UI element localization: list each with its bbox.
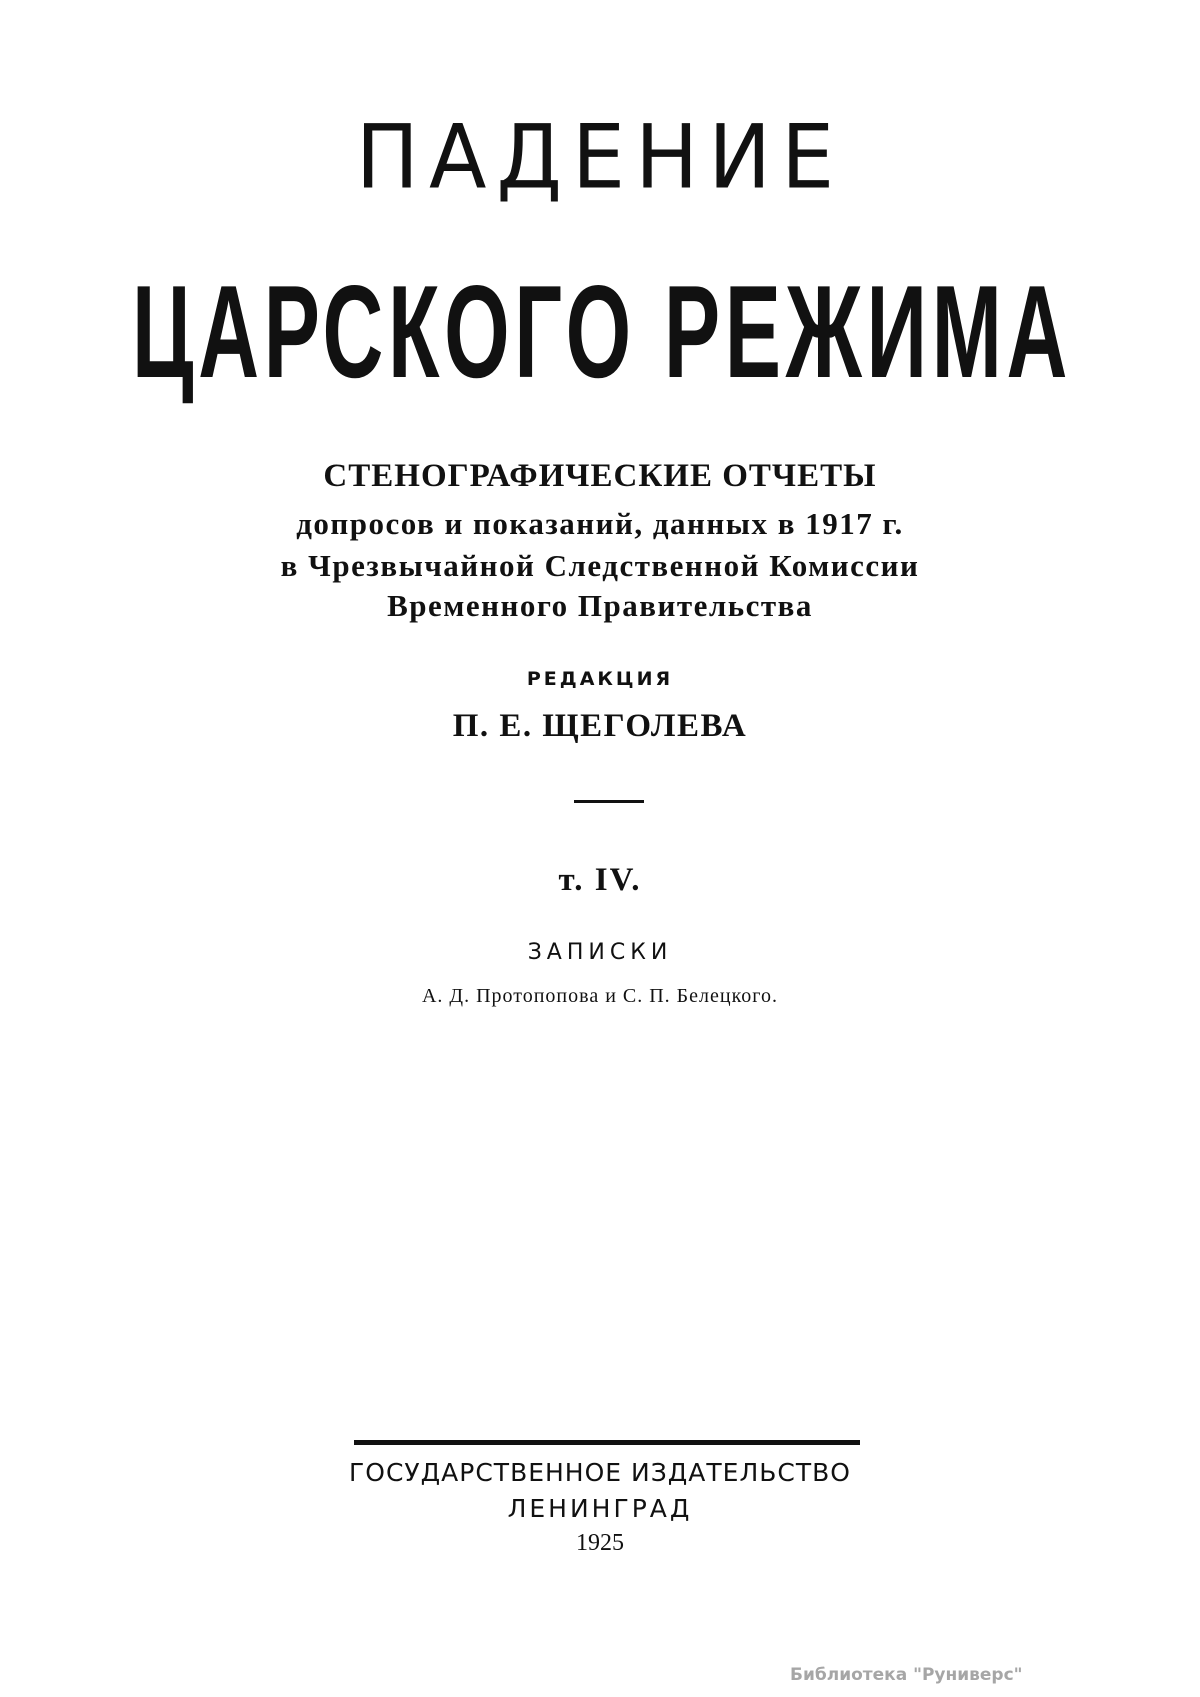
- subtitle-heading: СТЕНОГРАФИЧЕСКИЕ ОТЧЕТЫ: [323, 458, 877, 494]
- notes-authors: А. Д. Протопопова и С. П. Белецкого.: [421, 985, 779, 1007]
- subtitle-line-3: Временного Правительства: [387, 588, 813, 623]
- title-line-1: ПАДЕНИЕ: [355, 105, 845, 209]
- editor-name: П. Е. ЩЕГОЛЕВА: [452, 708, 748, 744]
- subtitle-line-2: в Чрезвычайной Следственной Комиссии: [280, 548, 920, 583]
- library-watermark: Библиотека "Руниверс": [790, 1665, 1023, 1685]
- publication-city: ЛЕНИНГРАД: [507, 1494, 693, 1523]
- short-divider: [574, 800, 644, 803]
- editor-label: РЕДАКЦИЯ: [526, 668, 674, 690]
- imprint-divider: [354, 1440, 860, 1445]
- volume-number: т. IV.: [558, 862, 642, 898]
- subtitle-line-1: допросов и показаний, данных в 1917 г.: [296, 506, 904, 541]
- title-line-2: ЦАРСКОГО РЕЖИМА: [132, 257, 1073, 406]
- publication-year: 1925: [576, 1530, 624, 1556]
- publisher-name: ГОСУДАРСТВЕННОЕ ИЗДАТЕЛЬСТВО: [349, 1458, 851, 1487]
- notes-label: ЗАПИСКИ: [527, 940, 673, 965]
